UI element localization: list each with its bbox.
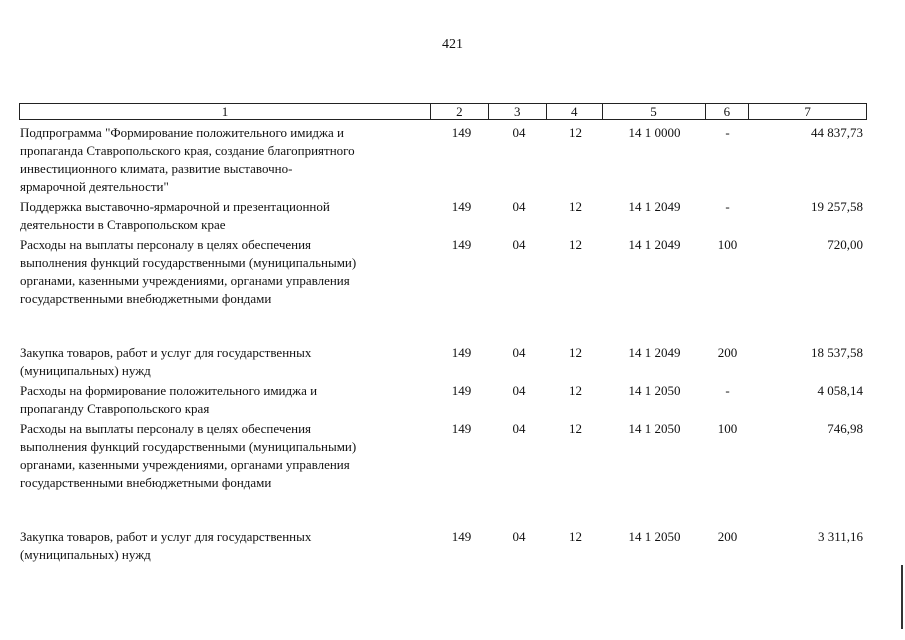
row-name [19, 124, 433, 196]
page-number: 421 [442, 37, 463, 52]
row-name-line: (муниципальных) нужд [20, 547, 151, 562]
table-row [19, 382, 867, 418]
amount: 720,00 [827, 237, 863, 252]
expense-type-code: - [725, 383, 730, 398]
target-article-code: 14 1 2050 [628, 529, 681, 544]
header-cell-4: 4 [546, 104, 601, 119]
expense-type-code: - [725, 125, 730, 140]
row-name-line: пропаганда Ставропольского края, создание благоприятного [20, 143, 355, 158]
expense-type-code: 100 [717, 237, 738, 252]
budget-table [19, 103, 867, 564]
target-article-code: 14 1 2049 [628, 237, 681, 252]
table-row [19, 528, 867, 564]
target-article-code: 14 1 0000 [628, 125, 681, 140]
table-row [19, 236, 867, 308]
table-body [19, 124, 867, 564]
row-name-line: деятельности в Ставропольском крае [20, 217, 226, 232]
subsection-code: 12 [569, 529, 582, 544]
row-name-line: (муниципальных) нужд [20, 363, 151, 378]
expense-type-code: 100 [717, 421, 738, 436]
row-name [19, 344, 433, 380]
ministry-code: 149 [451, 383, 472, 398]
row-name [19, 420, 433, 492]
expense-type-code: - [725, 199, 730, 214]
amount: 18 537,58 [811, 345, 863, 360]
subsection-code: 12 [569, 421, 582, 436]
row-name-line: органами, казенными учреждениями, органами управления [20, 273, 350, 288]
section-code: 04 [512, 125, 526, 140]
row-name [19, 528, 433, 564]
row-name-line: выполнения функций государственными (муниципальными) [20, 255, 357, 270]
row-name-line: Поддержка выставочно-ярмарочной и презентационной [20, 199, 330, 214]
row-name-line: Расходы на выплаты персоналу в целях обеспечения [20, 421, 312, 436]
amount: 746,98 [827, 421, 863, 436]
row-name-line: государственными внебюджетными фондами [20, 475, 272, 490]
row-name-line: Подпрограмма "Формирование положительного имиджа и [20, 125, 344, 140]
section-code: 04 [512, 529, 526, 544]
header-cell-7: 7 [748, 104, 866, 119]
amount: 44 837,73 [811, 125, 863, 140]
section-code: 04 [512, 237, 526, 252]
expense-type-code: 200 [717, 529, 738, 544]
subsection-code: 12 [569, 383, 582, 398]
section-code: 04 [512, 199, 526, 214]
row-name-line: выполнения функций государственными (муниципальными) [20, 439, 357, 454]
subsection-code: 12 [569, 345, 582, 360]
section-code: 04 [512, 345, 526, 360]
target-article-code: 14 1 2050 [628, 421, 681, 436]
row-name [19, 198, 433, 234]
amount: 4 058,14 [817, 383, 863, 398]
row-name [19, 382, 433, 418]
subsection-code: 12 [569, 199, 582, 214]
section-code: 04 [512, 383, 526, 398]
table-row [19, 420, 867, 492]
header-cell-1: 1 [221, 104, 229, 119]
row-name-line: Расходы на выплаты персоналу в целях обеспечения [20, 237, 312, 252]
scan-edge-mark [901, 565, 903, 629]
expense-type-code: 200 [717, 345, 738, 360]
amount: 3 311,16 [817, 529, 863, 544]
row-name-line: инвестиционного климата, развитие выставочно- [20, 161, 293, 176]
row-name-line: органами, казенными учреждениями, органами управления [20, 457, 350, 472]
table-header-row [19, 103, 867, 120]
row-name-line: ярмарочной деятельности" [20, 179, 169, 194]
header-cell-6: 6 [705, 104, 749, 119]
amount: 19 257,58 [811, 199, 863, 214]
ministry-code: 149 [451, 345, 472, 360]
ministry-code: 149 [451, 529, 472, 544]
subsection-code: 12 [569, 125, 582, 140]
header-cell-5: 5 [602, 104, 705, 119]
header-cell-3: 3 [488, 104, 546, 119]
table-row [19, 344, 867, 380]
subsection-code: 12 [569, 237, 582, 252]
row-name-line: государственными внебюджетными фондами [20, 291, 272, 306]
table-row [19, 124, 867, 196]
target-article-code: 14 1 2049 [628, 199, 681, 214]
row-name [19, 236, 433, 308]
row-name-line: Закупка товаров, работ и услуг для государственных [20, 529, 312, 544]
target-article-code: 14 1 2049 [628, 345, 681, 360]
ministry-code: 149 [451, 125, 472, 140]
ministry-code: 149 [451, 421, 472, 436]
header-cell-2: 2 [430, 104, 487, 119]
target-article-code: 14 1 2050 [628, 383, 681, 398]
row-name-line: пропаганду Ставропольского края [20, 401, 210, 416]
table-row [19, 198, 867, 234]
ministry-code: 149 [451, 237, 472, 252]
ministry-code: 149 [451, 199, 472, 214]
row-name-line: Расходы на формирование положительного имиджа и [20, 383, 318, 398]
row-name-line: Закупка товаров, работ и услуг для государственных [20, 345, 312, 360]
section-code: 04 [512, 421, 526, 436]
